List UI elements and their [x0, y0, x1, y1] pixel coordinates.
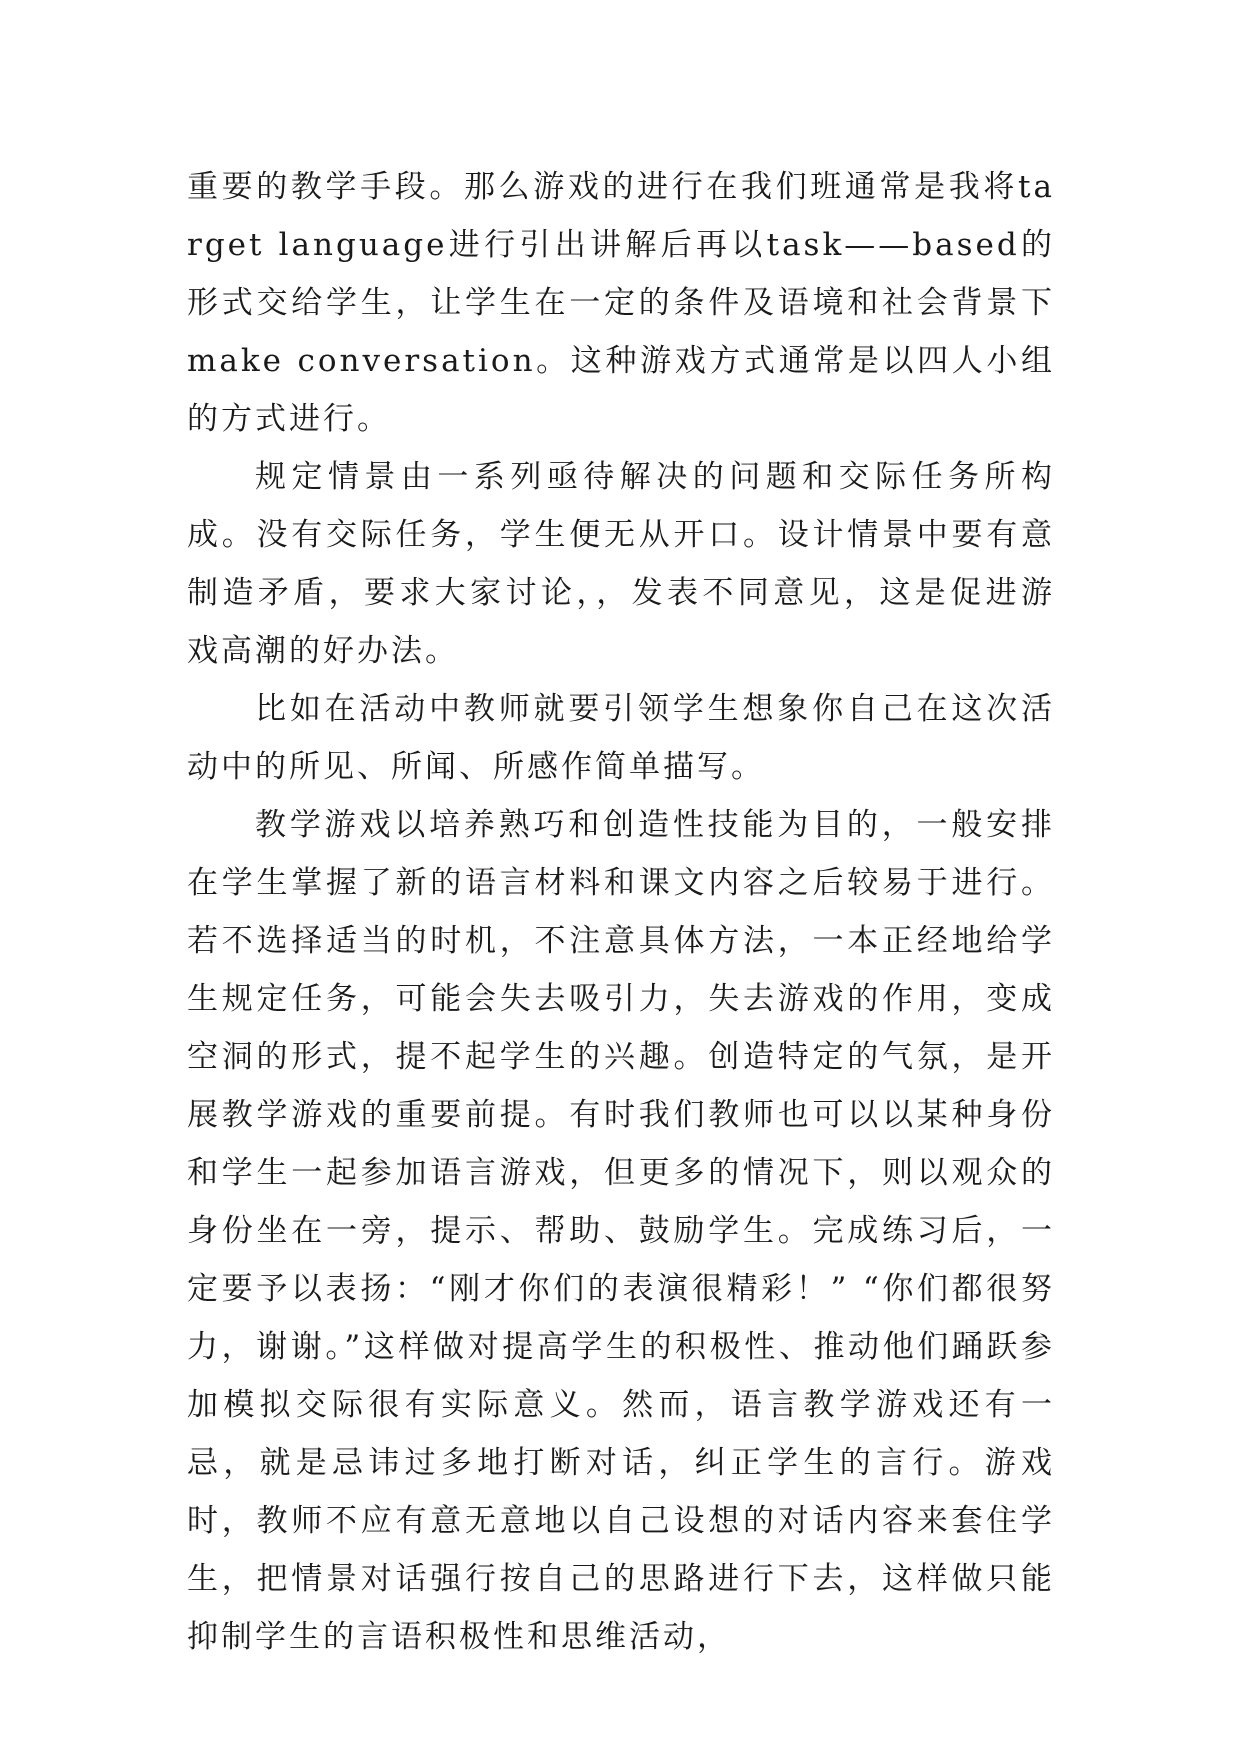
paragraph: 教学游戏以培养熟巧和创造性技能为目的，一般安排在学生掌握了新的语言材料和课文内容之后较易于进行。若不选择适当的时机，不注意具体方法，一本正经地给学生规定任务，可能会失去吸引力，失去游戏的作用，变成空洞的形式，提不起学生的兴趣。创造特定的气氛，是开展教学游戏的重要前提。有时我们教师也可以以某种身份和学生一起参加语言游戏，但更多的情况下，则以观众的身份坐在一旁，提示、帮助、鼓励学生。完成练习后，一定要予以表扬：“刚才你们的表演很精彩！” “你们都很努力，谢谢。”这样做对提高学生的积极性、推动他们踊跃参加模拟交际很有实际意义。然而，语言教学游戏还有一忌，就是忌讳过多地打断对话，纠正学生的言行。游戏时，教师不应有意无意地以自己设想的对话内容来套住学生，把情景对话强行按自己的思路进行下去，这样做只能抑制学生的言语积极性和思维活动， — [187, 807, 1055, 1655]
paragraph: 比如在活动中教师就要引领学生想象你自己在这次活动中的所见、所闻、所感作简单描写。 — [187, 691, 1055, 785]
body-text — [187, 158, 1055, 1666]
paragraph: 重要的教学手段。那么游戏的进行在我们班通常是我将target language进行引出讲解后再以task——based的形式交给学生，让学生在一定的条件及语境和社会背景下make conversation。这种游戏方式通常是以四人小组的方式进行。 — [187, 169, 1055, 437]
paragraph: 规定情景由一系列亟待解决的问题和交际任务所构成。没有交际任务，学生便无从开口。设计情景中要有意制造矛盾，要求大家讨论，，发表不同意见，这是促进游戏高潮的好办法。 — [187, 459, 1055, 669]
